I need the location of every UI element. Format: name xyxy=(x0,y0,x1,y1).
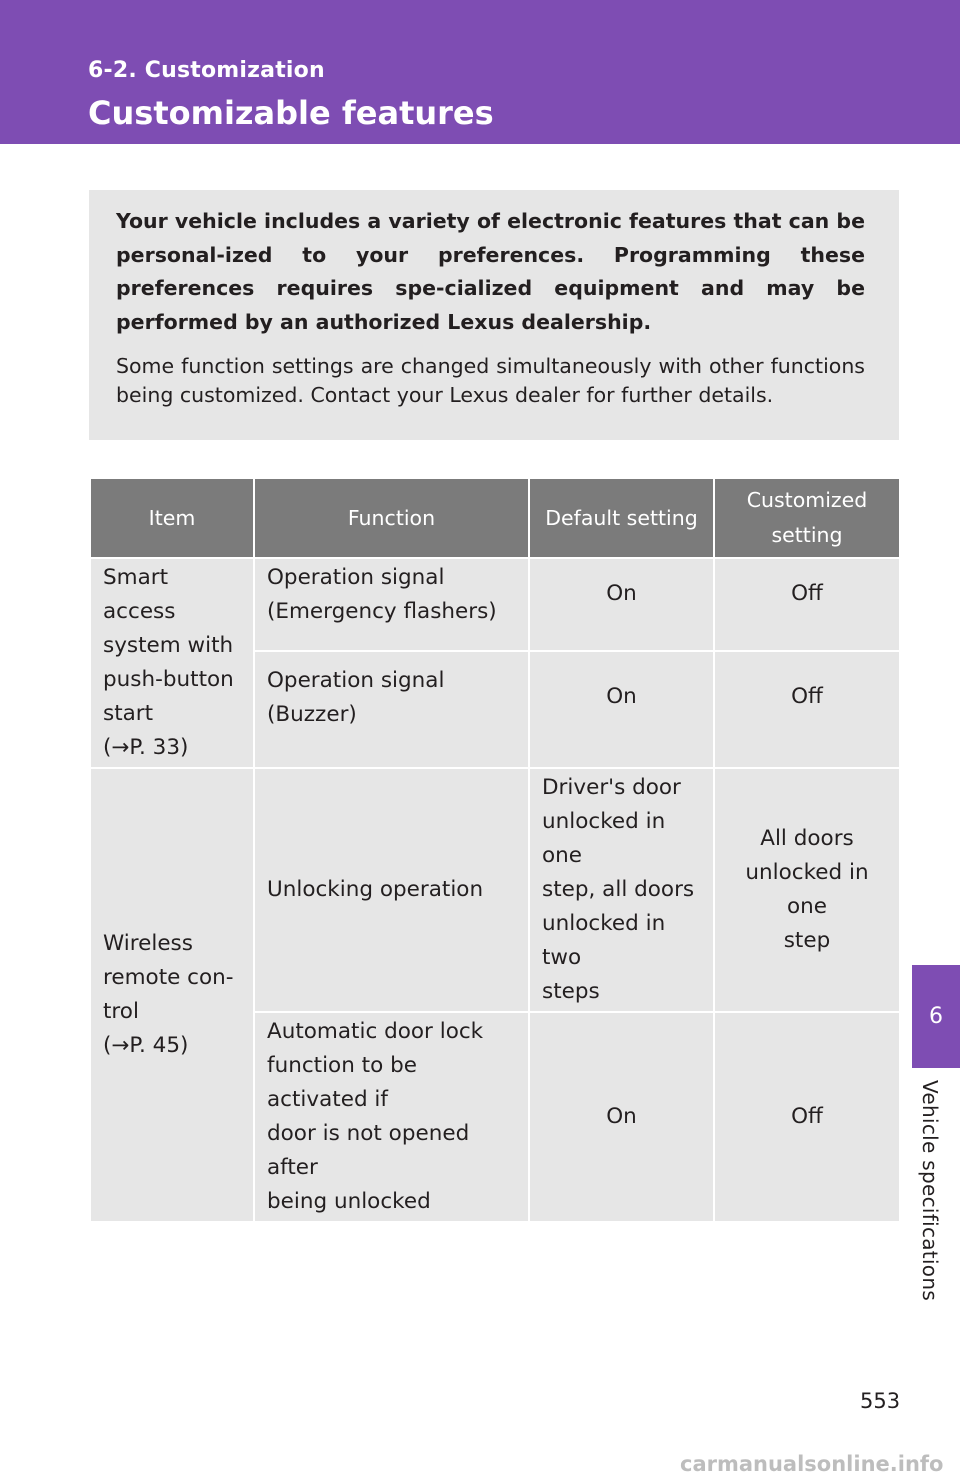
function-cell: Operation signal (Emergency flashers) xyxy=(254,558,529,651)
customized-setting-cell: Off xyxy=(714,1012,900,1222)
table-row xyxy=(90,768,900,1012)
default-setting-cell: On xyxy=(529,1012,714,1222)
chapter-tab[interactable]: 6 xyxy=(912,965,960,1068)
intro-bold-text: Your vehicle includes a variety of electronic features that can be personal-ized to your preferences. Programming these preferences requires spe-cialized equipment and may be performed by an authorized Lexus dealership. xyxy=(116,209,865,334)
page-title: Customizable features xyxy=(88,94,494,132)
watermark: carmanualsonline.info xyxy=(680,1452,944,1476)
function-cell: Automatic door lock function to be activated if door is not opened after being unlocked xyxy=(254,1012,529,1222)
default-setting-cell: On xyxy=(529,558,714,651)
column-header-function: Function xyxy=(254,478,529,558)
column-header-default: Default setting xyxy=(529,478,714,558)
default-setting-cell: On xyxy=(529,651,714,768)
function-cell: Operation signal (Buzzer) xyxy=(254,651,529,768)
table-header-row xyxy=(90,478,900,558)
customizable-features-table xyxy=(89,477,901,1223)
default-setting-cell: Driver's door unlocked in one step, all doors unlocked in two steps xyxy=(529,768,714,1012)
chapter-label: Vehicle specifications xyxy=(918,1080,942,1302)
page-header xyxy=(0,0,960,144)
column-header-item: Item xyxy=(90,478,254,558)
item-smart-access: Smart access system with push-button start (→P. 33) xyxy=(90,558,254,768)
intro-note-text: Some function settings are changed simultaneously with other functions being customized. Contact your Lexus dealer for further details. xyxy=(116,354,865,407)
customized-setting-cell: Off xyxy=(714,558,900,651)
column-header-customized: Customized setting xyxy=(714,478,900,558)
customized-setting-cell: All doors unlocked in one step xyxy=(714,768,900,1012)
function-cell: Unlocking operation xyxy=(254,768,529,1012)
section-label: 6-2. Customization xyxy=(88,58,325,83)
table-row xyxy=(90,558,900,651)
customized-setting-cell: Off xyxy=(714,651,900,768)
page-number: 553 xyxy=(860,1389,901,1413)
intro-box xyxy=(89,190,899,440)
item-wireless-remote: Wireless remote con- trol (→P. 45) xyxy=(90,768,254,1222)
